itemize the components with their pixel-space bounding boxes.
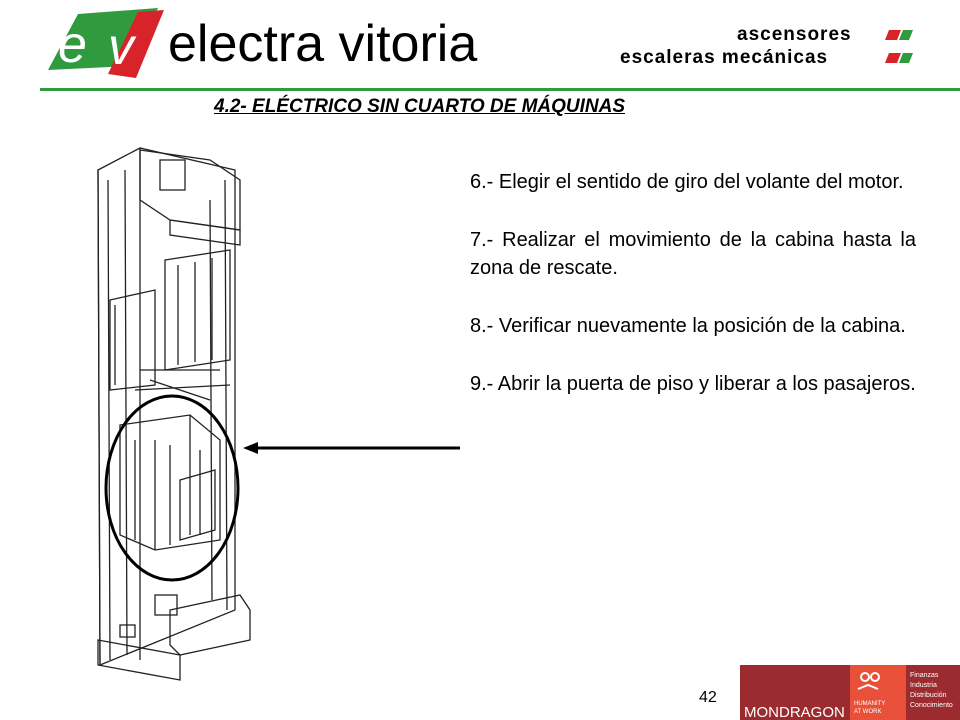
flag-icon [883, 30, 913, 40]
svg-text:AT WORK: AT WORK [854, 709, 882, 715]
step-7: 7.- Realizar el movimiento de la cabina hasta la zona de rescate. [470, 229, 916, 279]
step-8: 8.- Verificar nuevamente la posición de la cabina. [470, 315, 906, 337]
brand-name: electra vitoria [168, 15, 478, 73]
elevator-shaft-illustration [80, 140, 460, 690]
svg-text:Finanzas: Finanzas [910, 672, 939, 679]
page-title: 4.2- ELÉCTRICO SIN CUARTO DE MÁQUINAS [214, 96, 626, 117]
page-number: 42 [699, 689, 717, 706]
svg-text:Conocimiento: Conocimiento [910, 702, 953, 709]
svg-text:Distribución: Distribución [910, 692, 947, 699]
svg-text:Industria: Industria [910, 682, 937, 689]
svg-text:e: e [58, 16, 87, 74]
svg-text:HUMANITY: HUMANITY [854, 701, 886, 707]
flag-icon [883, 53, 913, 63]
svg-text:v: v [108, 18, 134, 76]
tagline-escaleras: escaleras mecánicas [620, 47, 829, 68]
mondragon-logo [740, 665, 960, 720]
instruction-list [470, 168, 916, 428]
ev-logo-icon [38, 4, 168, 84]
step-9: 9.- Abrir la puerta de piso y liberar a los pasajeros. [470, 373, 916, 395]
tagline-ascensores: ascensores [737, 24, 852, 45]
sponsor-name: MONDRAGON [744, 704, 845, 720]
header-divider [40, 88, 960, 91]
step-6: 6.- Elegir el sentido de giro del volante del motor. [470, 171, 904, 193]
